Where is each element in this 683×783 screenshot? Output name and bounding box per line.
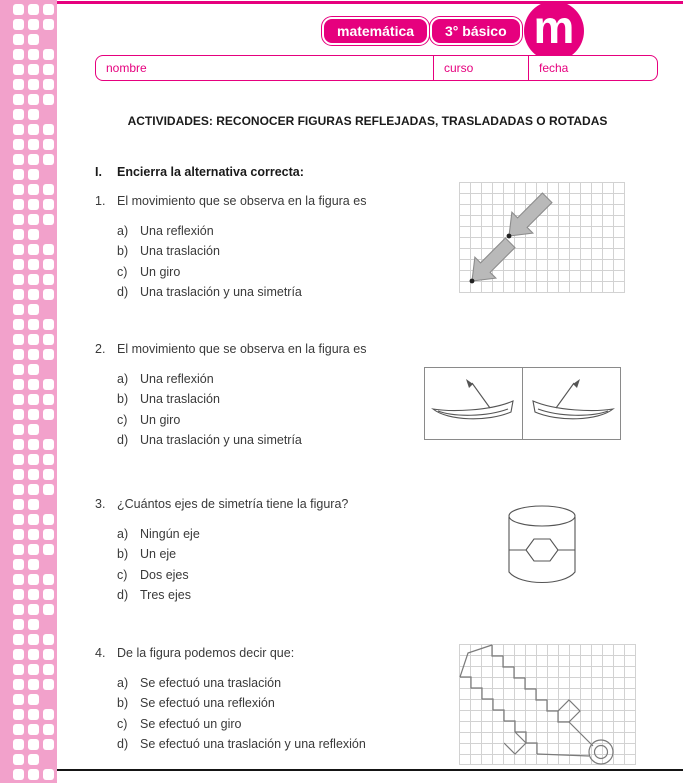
grade-badge: 3° básico <box>430 17 522 45</box>
option-letter: b) <box>117 696 129 711</box>
option-letter: d) <box>117 432 129 447</box>
option <box>117 695 467 711</box>
option-letter: a) <box>117 372 129 386</box>
option <box>117 391 467 407</box>
options-list <box>117 223 467 300</box>
section-numeral: I. <box>95 165 102 179</box>
option-letter: b) <box>117 244 129 259</box>
course-field <box>433 56 528 80</box>
option <box>117 264 467 280</box>
option-letter: c) <box>117 567 128 582</box>
option <box>117 546 467 562</box>
option-letter: b) <box>117 547 129 562</box>
option-letter: d) <box>117 587 129 602</box>
option-text: Se efectuó una reflexión <box>140 696 275 711</box>
options-list <box>117 371 467 448</box>
m-logo <box>524 1 584 61</box>
subject-badge: matemática <box>322 17 429 45</box>
section-heading <box>95 165 304 179</box>
option <box>117 736 467 752</box>
option-text: Una reflexión <box>140 372 214 386</box>
option-text: Un eje <box>140 547 177 562</box>
question-text: El movimiento que se observa en la figura es <box>117 194 367 208</box>
option-text: Un giro <box>140 412 181 427</box>
option-letter: a) <box>117 224 129 238</box>
name-label: nombre <box>106 61 147 75</box>
option-letter: b) <box>117 392 129 407</box>
option <box>117 716 467 732</box>
option-letter: c) <box>117 412 128 427</box>
question-2 <box>95 342 467 452</box>
name-field <box>96 56 433 80</box>
option <box>117 371 467 387</box>
option <box>117 526 467 542</box>
top-border-line <box>0 1 683 4</box>
option <box>117 567 467 583</box>
option-text: Una traslación <box>140 244 220 259</box>
section-label: Encierra la alternativa correcta: <box>117 165 304 179</box>
student-info-bar <box>95 55 658 81</box>
option-text: Una traslación y una simetría <box>140 432 302 447</box>
question-1 <box>95 194 467 304</box>
question-3 <box>95 497 467 607</box>
m-logo-letter: m <box>533 1 575 53</box>
option <box>117 412 467 428</box>
option <box>117 432 467 448</box>
options-list <box>117 675 467 752</box>
option <box>117 675 467 691</box>
option-text: Un giro <box>140 264 181 279</box>
option-text: Tres ejes <box>140 587 191 602</box>
option <box>117 284 467 300</box>
question-4 <box>95 646 467 756</box>
question-number: 4. <box>95 646 106 660</box>
course-label: curso <box>444 61 474 75</box>
question-number: 3. <box>95 497 106 511</box>
date-field <box>528 56 657 80</box>
date-label: fecha <box>539 61 569 75</box>
option-letter: c) <box>117 716 128 731</box>
option <box>117 243 467 259</box>
rotated-key-figure <box>459 644 636 766</box>
option-letter: d) <box>117 736 129 751</box>
question-text: El movimiento que se observa en la figura es <box>117 342 367 356</box>
question-number: 1. <box>95 194 106 208</box>
option-text: Una traslación y una simetría <box>140 284 302 299</box>
question-number: 2. <box>95 342 106 356</box>
footer-line <box>57 769 683 771</box>
translation-arrows-figure <box>459 182 625 293</box>
option-text: Una traslación <box>140 392 220 407</box>
option-letter: c) <box>117 264 128 279</box>
cylinder-figure <box>505 503 579 591</box>
question-text: ¿Cuántos ejes de simetría tiene la figura? <box>117 497 349 511</box>
option <box>117 223 467 239</box>
decorative-border <box>0 0 57 783</box>
option-text: Se efectuó una traslación y una reflexión <box>140 736 366 751</box>
question-text: De la figura podemos decir que: <box>117 646 295 660</box>
option-text: Ningún eje <box>140 527 200 541</box>
option-text: Se efectuó una traslación <box>140 676 282 690</box>
option-text: Una reflexión <box>140 224 214 238</box>
option-letter: d) <box>117 284 129 299</box>
option-text: Dos ejes <box>140 567 189 582</box>
option-text: Se efectuó un giro <box>140 716 242 731</box>
options-list <box>117 526 467 603</box>
cylinder-shape <box>509 506 575 583</box>
mirrored-boats-figure <box>424 367 622 441</box>
option-letter: a) <box>117 527 129 541</box>
worksheet-title: ACTIVIDADES: RECONOCER FIGURAS REFLEJADAS, TRASLADADAS O ROTADAS <box>127 114 608 128</box>
option <box>117 587 467 603</box>
option-letter: a) <box>117 676 129 690</box>
